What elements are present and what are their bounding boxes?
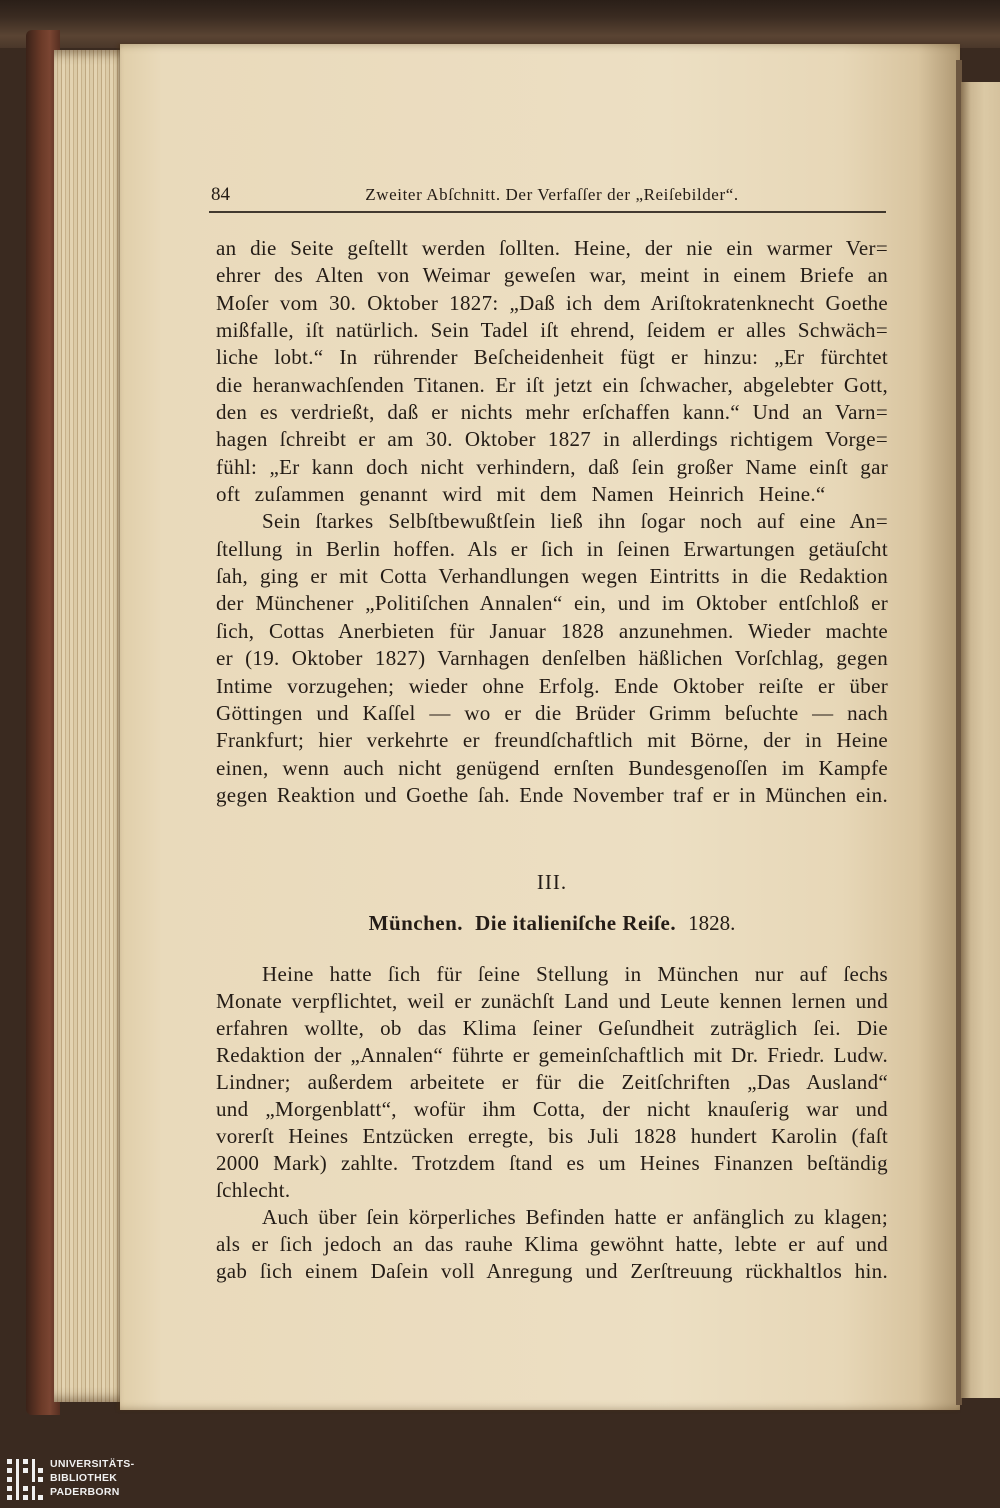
paragraph bbox=[216, 1204, 888, 1285]
text-line: einen, wenn auch nicht genügend ernſten Bundesgenoſſen im Kampfe bbox=[216, 755, 888, 780]
text-line: an die Seite geſtellt werden ſollten. Heine, der nie ein warmer Ver= bbox=[216, 236, 888, 260]
text-line: Göttingen und Kaſſel — wo er die Brüder Grimm beſuchte — nach bbox=[216, 700, 888, 725]
text-line: die heranwachſenden Titanen. Er iſt jetzt ein ſchwacher, abgelebter Gott, bbox=[216, 372, 888, 397]
text-line: ſtellung in Berlin hoffen. Als er ſich in ſeinen Erwartungen getäuſcht bbox=[216, 536, 888, 561]
facing-page-edge bbox=[961, 82, 1000, 1398]
text-line: gab ſich einem Daſein voll Anregung und Zerſtreuung rückhaltlos hin. bbox=[216, 1259, 888, 1283]
library-logo-text bbox=[50, 1457, 134, 1499]
text-line: vorerſt Heines Entzücken erregte, bis Juli 1828 hundert Karolin (faſt bbox=[216, 1124, 888, 1148]
library-logo-text-line: PADERBORN bbox=[50, 1486, 120, 1498]
text-line: den es verdrießt, daß er nichts mehr erſchaffen kann.“ Und an Varn= bbox=[216, 400, 888, 425]
text-line: oft zuſammen genannt wird mit dem Namen Heinrich Heine.“ bbox=[216, 482, 826, 507]
text-line: Auch über ſein körperliches Befinden hatte er anfänglich zu klagen; bbox=[262, 1205, 888, 1229]
text-line: und „Morgenblatt“, wofür ihm Cotta, der nicht knauſerig war und bbox=[216, 1097, 888, 1121]
text-line: der Münchener „Politiſchen Annalen“ ein, und im Oktober entſchloß er bbox=[216, 591, 888, 616]
text-line: Frankfurt; hier verkehrte er freundſchaftlich mit Börne, der in Heine bbox=[216, 728, 888, 753]
body-text-upper bbox=[216, 235, 888, 809]
section-title-subject: Die italieniſche Reiſe. bbox=[475, 911, 677, 935]
text-line: erfahren wollte, ob das Klima ſeiner Geſundheit zuträglich ſei. Die bbox=[216, 1016, 888, 1040]
text-line: Intime vorzugehen; wieder ohne Erfolg. Ende Oktober reiſte er über bbox=[216, 673, 888, 698]
library-logo bbox=[4, 1456, 154, 1504]
text-line: mißfalle, iſt natürlich. Sein Tadel iſt ehrend, ſeidem er alles Schwäch= bbox=[216, 318, 888, 343]
text-line: Redaktion der „Annalen“ führte er gemeinſchaftlich mit Dr. Friedr. Ludw. bbox=[216, 1043, 888, 1067]
text-line: ehrer des Alten von Weimar geweſen war, meint in einem Briefe an bbox=[216, 263, 888, 288]
running-head: Zweiter Abſchnitt. Der Verfaſſer der „Reiſebilder“. bbox=[365, 185, 739, 204]
library-logo-text-line: BIBLIOTHEK bbox=[50, 1472, 118, 1484]
paragraph bbox=[216, 235, 888, 508]
paragraph bbox=[216, 508, 888, 809]
text-line: ſich, Cottas Anerbieten für Januar 1828 anzunehmen. Wieder machte bbox=[216, 618, 888, 643]
text-line: er (19. Oktober 1827) Varnhagen denſelben häßlichen Vorſchlag, gegen bbox=[216, 646, 888, 671]
text-line: Lindner; außerdem arbeitete er für die Zeitſchriften „Das Ausland“ bbox=[216, 1070, 888, 1094]
text-line: ſah, ging er mit Cotta Verhandlungen wegen Eintritts in die Redaktion bbox=[216, 564, 888, 589]
text-line: Sein ſtarkes Selbſtbewußtſein ließ ihn ſogar noch auf eine An= bbox=[262, 509, 888, 534]
body-text-lower bbox=[216, 961, 888, 1285]
text-line: 2000 Mark) zahlte. Trotzdem ſtand es um Heines Finanzen beſtändig bbox=[216, 1151, 888, 1175]
text-line: hagen ſchreibt er am 30. Oktober 1827 in allerdings richtigem Vorge= bbox=[216, 427, 888, 452]
library-logo-text-line: UNIVERSITÄTS- bbox=[50, 1458, 135, 1470]
section-title-year: 1828. bbox=[688, 911, 736, 935]
book-top-edge bbox=[0, 0, 1000, 48]
section-title bbox=[216, 909, 888, 937]
text-line: Monate verpflichtet, weil er zunächſt Land und Leute kennen lernen und bbox=[216, 989, 888, 1013]
text-line: Moſer vom 30. Oktober 1827: „Daß ich dem Ariſtokratenknecht Goethe bbox=[216, 290, 888, 315]
university-library-logo-icon bbox=[6, 1458, 44, 1502]
text-line: als er ſich jedoch an das rauhe Klima gewöhnt hatte, lebte er auf und bbox=[216, 1232, 888, 1256]
page-edges-stack bbox=[54, 50, 124, 1402]
section-numeral: III. bbox=[536, 870, 568, 894]
text-line: ſchlecht. bbox=[216, 1178, 291, 1202]
section-title-place: München. bbox=[368, 911, 464, 935]
paragraph bbox=[216, 961, 888, 1204]
header-rule bbox=[209, 211, 886, 213]
page-number: 84 bbox=[211, 184, 230, 205]
text-line: Heine hatte ſich für ſeine Stellung in München nur auf ſechs bbox=[262, 962, 888, 986]
text-line: gegen Reaktion und Goethe ſah. Ende November traf er in München ein. bbox=[216, 782, 888, 807]
text-line: fühl: „Er kann doch nicht verhindern, daß ſein großer Name einſt gar bbox=[216, 454, 888, 479]
text-line: liche lobt.“ In rührender Beſcheidenheit fügt er hinzu: „Er fürchtet bbox=[216, 345, 888, 370]
